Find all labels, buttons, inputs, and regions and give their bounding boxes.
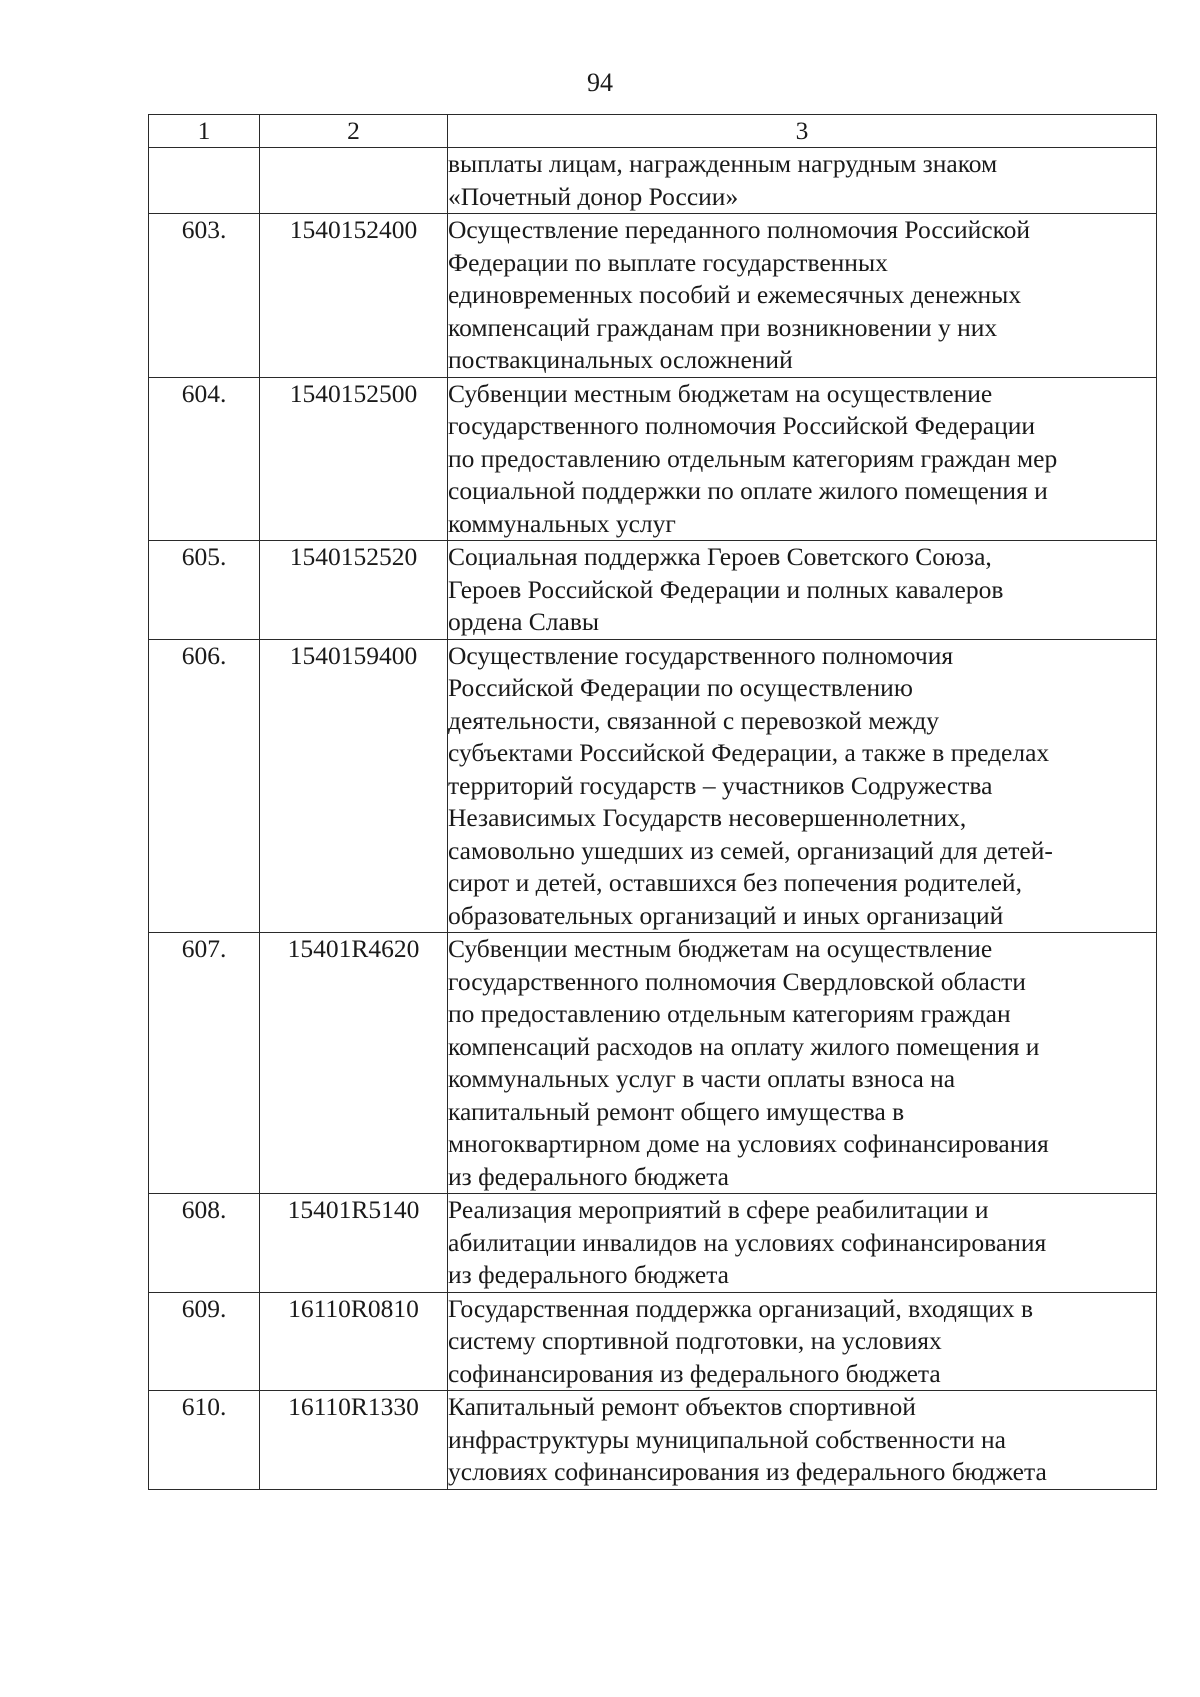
budget-code: 1540152400	[260, 214, 448, 378]
table-body	[149, 115, 1157, 1490]
description-line: ордена Славы	[448, 607, 600, 636]
description-line: «Почетный донор России»	[448, 181, 739, 211]
row-number: 607.	[149, 933, 260, 1194]
description-line: по предоставлению отдельным категориям граждан	[448, 999, 1011, 1028]
row-number: 603.	[149, 214, 260, 378]
expenditure-description	[448, 1292, 1157, 1391]
row-number: 606.	[149, 639, 260, 933]
description-line: Государственная поддержка организаций, входящих в	[448, 1293, 1034, 1323]
description-line: субъектами Российской Федерации, а также в пределах	[448, 738, 1050, 767]
column-header-3: 3	[448, 115, 1157, 148]
expenditure-table	[148, 114, 1157, 1490]
budget-code: 16110R0810	[260, 1292, 448, 1391]
budget-code: 15401R5140	[260, 1194, 448, 1293]
description-line: коммунальных услуг	[448, 508, 676, 538]
description-line: по предоставлению отдельным категориям граждан мер	[448, 443, 1058, 473]
description-line: условиях софинансирования из федерального бюджета	[448, 1457, 1047, 1486]
budget-code: 1540159400	[260, 639, 448, 933]
budget-code: 15401R4620	[260, 933, 448, 1194]
description-line: единовременных пособий и ежемесячных денежных	[448, 280, 1022, 309]
description-line: Осуществление государственного полномочия	[448, 640, 954, 670]
column-header-1: 1	[149, 115, 260, 148]
description-line: деятельности, связанной с перевозкой между	[448, 705, 940, 735]
expenditure-description	[448, 639, 1157, 933]
description-line: государственного полномочия Российской Федерации	[448, 411, 1036, 440]
description-line: Капитальный ремонт объектов спортивной	[448, 1392, 916, 1421]
description-line: софинансирования из федерального бюджета	[448, 1358, 941, 1388]
expenditure-description	[448, 1194, 1157, 1293]
description-line: коммунальных услуг в части оплаты взноса на	[448, 1064, 956, 1093]
budget-code: 1540152520	[260, 541, 448, 640]
description-line: абилитации инвалидов на условиях софинансирования	[448, 1227, 1047, 1257]
description-line: капитальный ремонт общего имущества в	[448, 1096, 905, 1126]
expenditure-description	[448, 541, 1157, 640]
description-line: многоквартирном доме на условиях софинансирования	[448, 1129, 1049, 1158]
description-line: самовольно ушедших из семей, организаций для детей-	[448, 835, 1053, 865]
row-number: 604.	[149, 377, 260, 541]
description-line: Независимых Государств несовершеннолетних,	[448, 803, 967, 832]
row-number: 608.	[149, 1194, 260, 1293]
description-line: инфраструктуры муниципальной собственности на	[448, 1424, 1006, 1454]
expenditure-description	[448, 377, 1157, 541]
row-number: 605.	[149, 541, 260, 640]
description-line: социальной поддержки по оплате жилого помещения и	[448, 476, 1048, 505]
page-number: 94	[587, 68, 613, 97]
description-line: территорий государств – участников Содружества	[448, 770, 993, 800]
table-row	[149, 639, 1157, 933]
row-number: 609.	[149, 1292, 260, 1391]
description-line: из федерального бюджета	[448, 1260, 729, 1289]
table-row	[149, 148, 1157, 214]
description-line: выплаты лицам, награжденным нагрудным знаком	[448, 149, 998, 178]
row-number: 610.	[149, 1391, 260, 1490]
budget-code: 1540152500	[260, 377, 448, 541]
description-line: Реализация мероприятий в сфере реабилитации и	[448, 1195, 989, 1224]
table-row	[149, 377, 1157, 541]
description-line: сирот и детей, оставшихся без попечения родителей,	[448, 868, 1022, 897]
table-row	[149, 1391, 1157, 1490]
table-row	[149, 541, 1157, 640]
description-line: Социальная поддержка Героев Советского Союза,	[448, 542, 992, 571]
description-line: компенсаций гражданам при возникновении у них	[448, 312, 998, 342]
column-header-2: 2	[260, 115, 448, 148]
table-row	[149, 1292, 1157, 1391]
expenditure-description	[448, 214, 1157, 378]
description-line: Субвенции местным бюджетам на осуществление	[448, 934, 993, 963]
description-line: Федерации по выплате государственных	[448, 247, 888, 277]
table-row	[149, 1194, 1157, 1293]
description-line: поствакцинальных осложнений	[448, 345, 793, 374]
expenditure-description	[448, 148, 1157, 214]
table-header-row	[149, 115, 1157, 148]
expenditure-description	[448, 1391, 1157, 1490]
description-line: образовательных организаций и иных организаций	[448, 900, 1004, 930]
description-line: Российской Федерации по осуществлению	[448, 673, 913, 702]
expenditure-description	[448, 933, 1157, 1194]
description-line: Героев Российской Федерации и полных кавалеров	[448, 574, 1004, 604]
description-line: из федерального бюджета	[448, 1161, 729, 1191]
description-line: государственного полномочия Свердловской области	[448, 966, 1026, 996]
description-line: компенсаций расходов на оплату жилого помещения и	[448, 1031, 1040, 1061]
row-number	[149, 148, 260, 214]
table-row	[149, 214, 1157, 378]
description-line: Осуществление переданного полномочия Российской	[448, 215, 1031, 244]
description-line: Субвенции местным бюджетам на осуществление	[448, 378, 993, 408]
budget-code: 16110R1330	[260, 1391, 448, 1490]
description-line: систему спортивной подготовки, на условиях	[448, 1326, 942, 1355]
table-row	[149, 933, 1157, 1194]
budget-code	[260, 148, 448, 214]
